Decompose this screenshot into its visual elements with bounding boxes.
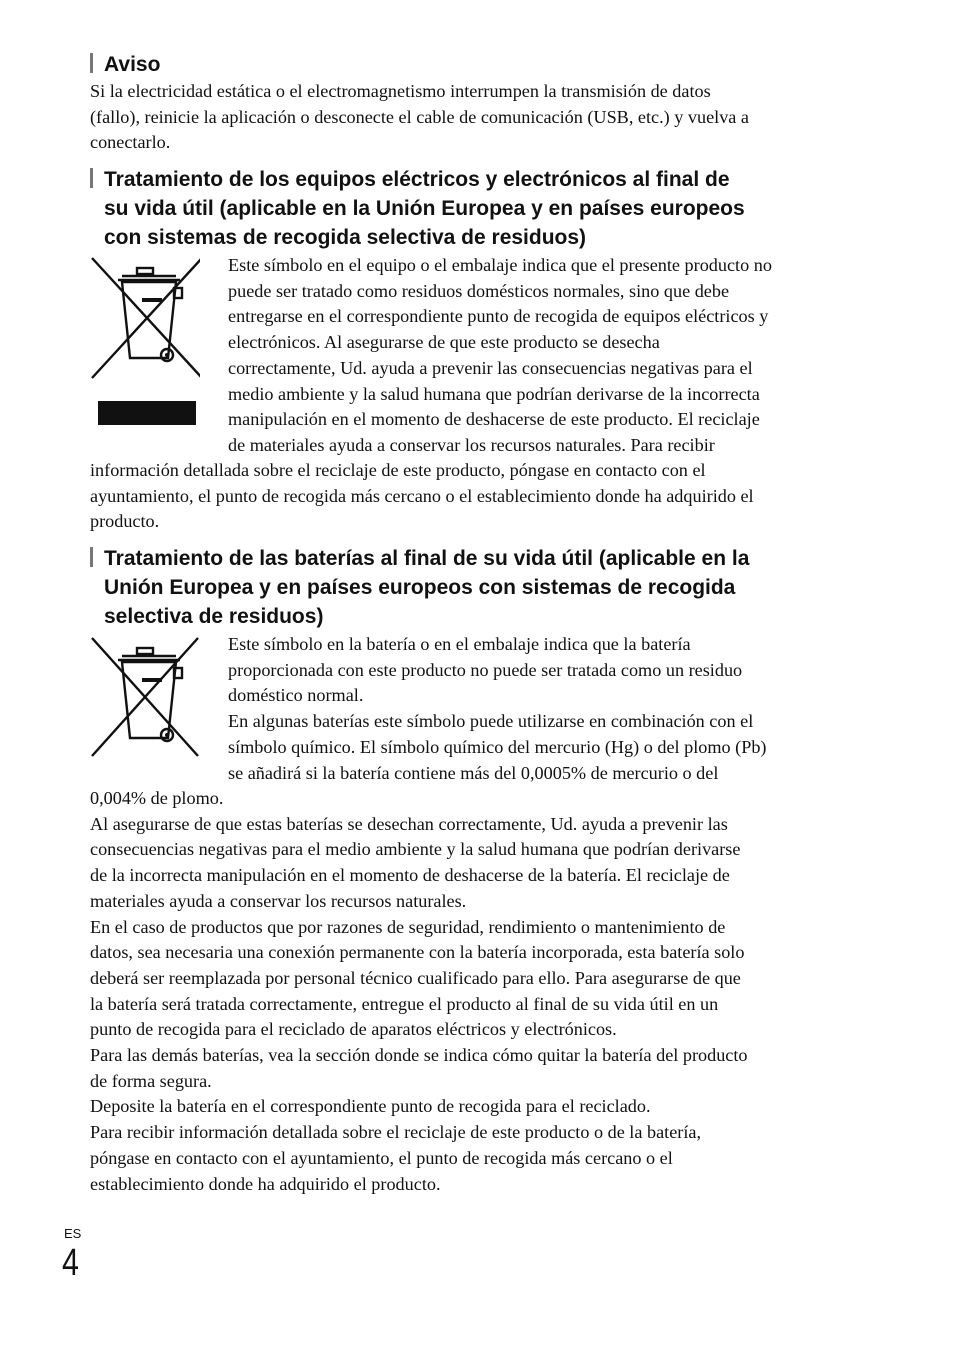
text-line: Al asegurarse de que estas baterías se desechan correctamente, Ud. ayuda a prevenir las (90, 813, 728, 834)
language-code: ES (64, 1226, 82, 1241)
text-line: En el caso de productos que por razones de seguridad, rendimiento o mantenimiento de (90, 916, 726, 937)
heading-aviso-text: Aviso (104, 53, 161, 76)
text-line: Este símbolo en la batería o en el embalaje indica que la batería (228, 634, 691, 654)
text-line: manipulación en el momento de deshacerse de este producto. El reciclaje (228, 409, 760, 430)
text-line: consecuencias negativas para el medio ambiente y la salud humana que podrían derivarse (90, 839, 741, 860)
text-line: datos, sea necesaria una conexión permanente con la batería incorporada, esta batería solo (90, 942, 745, 963)
baterias-paragraph-beside-icon (228, 632, 767, 786)
text-line: ayuntamiento, el punto de recogida más cercano o el establecimiento donde ha adquirido el (90, 485, 754, 506)
heading-marker (90, 547, 93, 567)
heading-baterias (90, 544, 749, 631)
text-line: doméstico normal. (228, 685, 364, 706)
text-line: de la incorrecta manipulación en el momento de deshacerse de la batería. El reciclaje de (90, 865, 730, 886)
text-line: deberá ser reemplazada por personal técnico cualificado para ello. Para asegurarse de que (90, 967, 741, 988)
text-line: entregarse en el correspondiente punto de recogida de equipos eléctricos y (228, 306, 769, 327)
text-line: medio ambiente y la salud humana que podrían derivarse de la incorrecta (228, 383, 760, 404)
crossed-out-wheeled-bin-icon (90, 256, 200, 428)
heading-line: su vida útil (aplicable en la Unión Europea y en países europeos (104, 197, 745, 220)
text-line: proporcionada con este producto no puede ser tratada como un residuo (228, 659, 743, 680)
text-line: símbolo químico. El símbolo químico del mercurio (Hg) o del plomo (Pb) (228, 736, 767, 757)
text-line: materiales ayuda a conservar los recursos naturales. (90, 890, 467, 911)
text-line: electrónicos. Al asegurarse de que este producto se desecha (228, 332, 660, 353)
text-line: información detallada sobre el reciclaje de este producto, póngase en contacto con el (90, 460, 706, 480)
heading-equipos (90, 165, 745, 252)
text-line: se añadirá si la batería contiene más del 0,0005% de mercurio o del (228, 762, 719, 783)
equipos-paragraph-beside-icon (228, 253, 772, 459)
text-line: la batería será tratada correctamente, entregue el producto al final de su vida útil en un (90, 993, 719, 1014)
text-line: Si la electricidad estática o el electromagnetismo interrumpen la transmisión de datos (90, 81, 711, 101)
text-line: póngase en contacto con el ayuntamiento, el punto de recogida más cercano o el (90, 1147, 673, 1168)
equipos-paragraph-continued (90, 458, 754, 535)
text-line: Deposite la batería en el correspondiente punto de recogida para el reciclado. (90, 1096, 651, 1117)
heading-line: selectiva de residuos) (104, 605, 324, 628)
text-line: En algunas baterías este símbolo puede utilizarse en combinación con el (228, 711, 754, 732)
text-line: correctamente, Ud. ayuda a prevenir las consecuencias negativas para el (228, 357, 753, 378)
text-line: producto. (90, 511, 160, 532)
aviso-paragraph (90, 79, 749, 156)
text-line: Para las demás baterías, vea la sección donde se indica cómo quitar la batería del producto (90, 1045, 748, 1066)
baterias-paragraph-continued (90, 786, 748, 1197)
heading-marker (90, 168, 93, 188)
heading-marker (90, 53, 93, 73)
text-line: (fallo), reinicie la aplicación o desconecte el cable de comunicación (USB, etc.) y vuelva a (90, 106, 749, 127)
text-line: de forma segura. (90, 1070, 212, 1091)
text-line: 0,004% de plomo. (90, 788, 224, 808)
text-line: Para recibir información detallada sobre el reciclaje de este producto o de la batería, (90, 1122, 702, 1143)
heading-line: Tratamiento de las baterías al final de su vida útil (aplicable en la (104, 547, 750, 570)
text-line: establecimiento donde ha adquirido el producto. (90, 1173, 441, 1194)
text-line: puede ser tratado como residuos domésticos normales, sino que debe (228, 280, 730, 301)
heading-line: Unión Europea y en países europeos con sistemas de recogida (104, 576, 736, 599)
text-line: punto de recogida para el reciclado de aparatos eléctricos y electrónicos. (90, 1019, 617, 1040)
text-line: Este símbolo en el equipo o el embalaje indica que el presente producto no (228, 255, 772, 275)
heading-line: Tratamiento de los equipos eléctricos y electrónicos al final de (104, 168, 730, 191)
crossed-out-wheeled-bin-icon (90, 636, 200, 760)
heading-line: con sistemas de recogida selectiva de residuos) (104, 226, 587, 249)
page-number: 4 (62, 1242, 79, 1284)
heading-aviso (90, 50, 160, 79)
text-line: conectarlo. (90, 132, 171, 153)
text-line: de materiales ayuda a conservar los recursos naturales. Para recibir (228, 434, 715, 455)
